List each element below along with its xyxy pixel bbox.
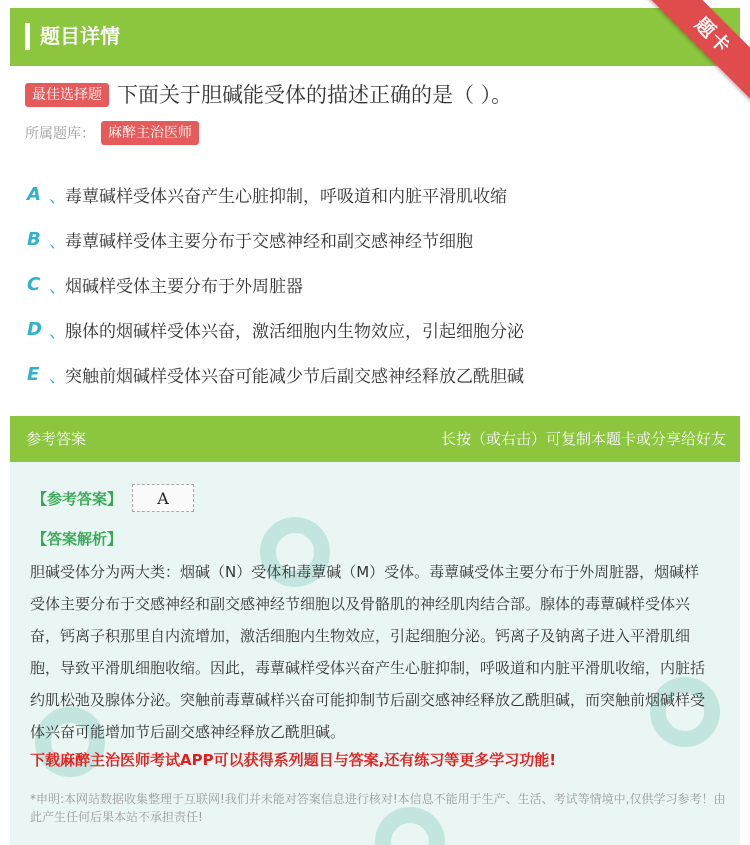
question-bank-row [25,121,199,145]
answer-panel [10,462,740,845]
answer-header [10,416,740,462]
option-letter: D [27,319,42,340]
option-c[interactable] [27,262,737,307]
option-separator: 、 [49,277,66,297]
reference-answer-label: 【参考答案】 [32,489,123,508]
option-letter: B [27,229,41,250]
disclaimer-text: *申明:本网站数据收集整理于互联网!我们并未能对答案信息进行核对!本信息不能用于生产、生活、考试等情境中,仅供学习参考！由此产生任何后果本站不承担责任! [30,792,726,824]
title-bar [10,8,740,66]
question-bank-tag[interactable]: 麻醉主治医师 [101,121,199,145]
option-text: 毒蕈碱样受体主要分布于交感神经和副交感神经节细胞 [65,232,473,252]
option-separator: 、 [49,322,66,342]
option-separator: 、 [49,367,66,387]
option-separator: 、 [49,232,66,252]
option-b[interactable] [27,217,737,262]
corner-badge-label: 题卡 [690,13,736,59]
question-bank-label: 所属题库： [25,126,95,142]
option-text: 烟碱样受体主要分布于外周脏器 [65,277,303,297]
analysis-label: 【答案解析】 [32,530,123,548]
option-separator: 、 [49,187,66,207]
page-title: 题目详情 [40,24,120,48]
option-a[interactable] [27,172,737,217]
question-text: 下面关于胆碱能受体的描述正确的是（ ）。 [117,83,513,107]
reference-answer-row [32,484,194,512]
option-letter: C [27,274,41,295]
answer-header-title: 参考答案 [26,430,87,448]
reference-answer-image: A [132,484,194,512]
options-list [27,172,737,397]
option-text: 腺体的烟碱样受体兴奋，激活细胞内生物效应，引起细胞分泌 [65,322,524,342]
option-letter: A [27,184,41,205]
title-accent-bar [25,23,30,50]
option-e[interactable] [27,352,737,397]
option-text: 毒蕈碱样受体兴奋产生心脏抑制，呼吸道和内脏平滑肌收缩 [65,187,507,207]
option-d[interactable] [27,307,737,352]
app-download-link[interactable]: 下载麻醉主治医师考试APP可以获得系列题目与答案,还有练习等更多学习功能! [30,751,557,769]
share-hint: 长按（或右击）可复制本题卡或分享给好友 [440,430,726,448]
option-letter: E [27,364,40,385]
answer-explanation: 胆碱受体分为两大类：烟碱（N）受体和毒蕈碱（M）受体。毒蕈碱受体主要分布于外周脏器，烟碱样受体主要分布于交感神经和副交感神经节细胞以及骨骼肌的神经肌肉结合部。腺体的毒蕈碱样受体兴奋，钙离子积那里自内流增加，激活细胞内生物效应，引起细胞分泌。钙离子及钠离子进入平滑肌细胞，导致平滑肌细胞收缩。因此，毒蕈碱样受体兴奋产生心脏抑制，呼吸道和内脏平滑肌收缩，内脏括约肌松弛及腺体分泌。突触前毒蕈碱样兴奋可能抑制节后副交感神经释放乙酰胆碱，而突触前烟碱样受体兴奋可能增加节后副交感神经释放乙酰胆碱。 [30,563,706,741]
option-text: 突触前烟碱样受体兴奋可能减少节后副交感神经释放乙酰胆碱 [65,367,524,387]
question-row [25,80,735,110]
question-type-tag: 最佳选择题 [25,83,109,107]
